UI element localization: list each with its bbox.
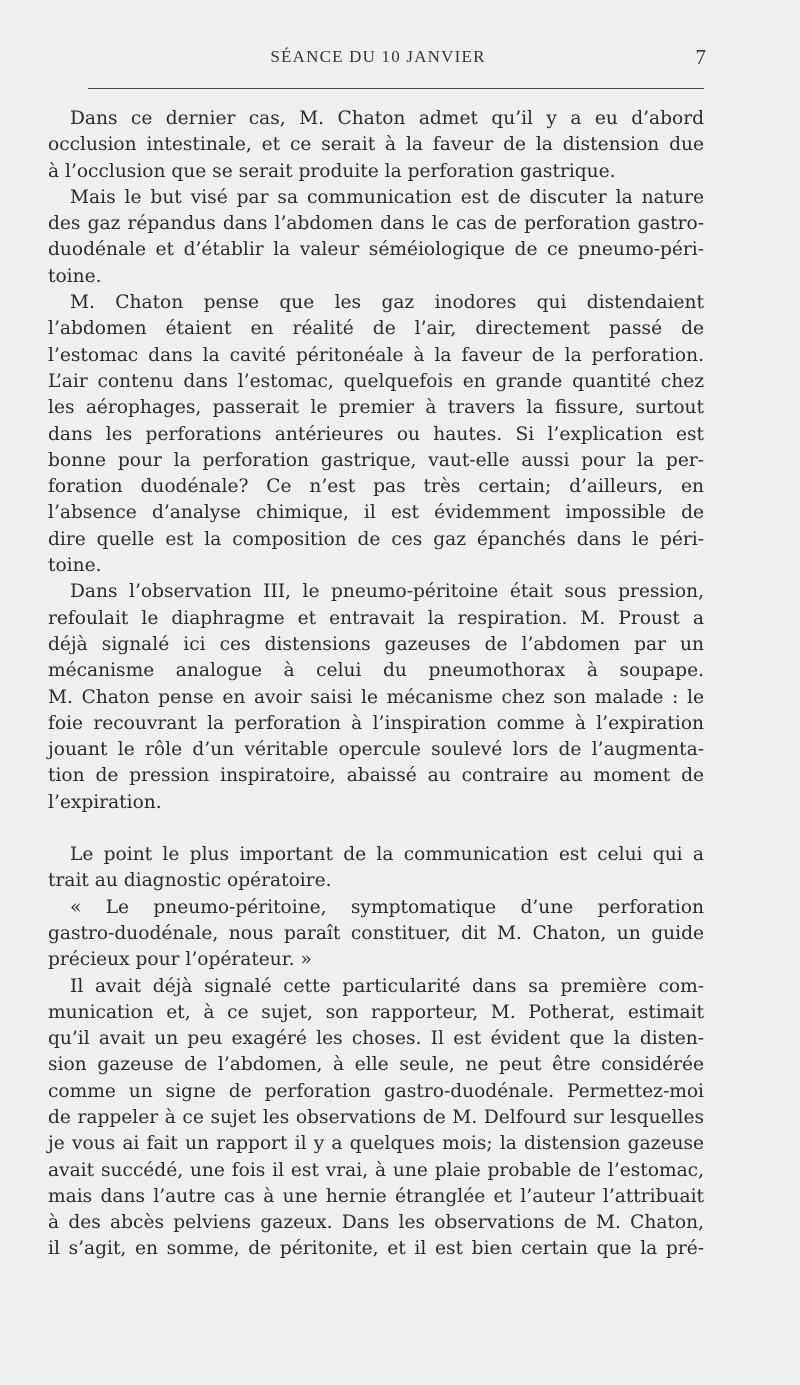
body-text — [48, 106, 704, 1263]
text-line: dire quelle est la composition de ces gaz épanchés dans le péri- — [48, 528, 704, 550]
text-line: l’abdomen étaient en réalité de l’air, directement passé de — [48, 318, 704, 340]
text-line: sion gazeuse de l’abdomen, à elle seule, ne peut être considérée — [48, 1054, 704, 1076]
text-line: M. Chaton pense que les gaz inodores qui distendaient — [70, 292, 704, 314]
text-line: mais dans l’autre cas à une hernie étranglée et l’auteur l’attribuait — [48, 1185, 704, 1207]
text-line: mécanisme analogue à celui du pneumothorax à soupape. — [48, 660, 704, 682]
text-line: avait succédé, une fois il est vrai, à une plaie probable de l’estomac, — [48, 1159, 704, 1181]
text-line: « Le pneumo-péritoine, symptomatique d’une perforation — [70, 896, 704, 918]
text-line: de rappeler à ce sujet les observations de M. Delfourd sur lesquelles — [48, 1106, 704, 1128]
text-line: Le point le plus important de la communication est celui qui a — [70, 844, 704, 866]
text-line: l’estomac dans la cavité péritonéale à la faveur de la perforation. — [48, 344, 704, 366]
text-line: tion de pression inspiratoire, abaissé au contraire au moment de — [48, 765, 704, 787]
text-line: bonne pour la perforation gastrique, vaut-elle aussi pour la per- — [48, 449, 704, 471]
text-line: toine. — [48, 265, 102, 287]
text-line: occlusion intestinale, et ce serait à la faveur de la distension due — [48, 134, 704, 156]
text-line: l’expiration. — [48, 791, 162, 813]
text-line: l’absence d’analyse chimique, il est évidemment impossible de — [48, 502, 704, 524]
text-line: dans les perforations antérieures ou hautes. Si l’explication est — [48, 423, 704, 445]
text-line: je vous ai fait un rapport il y a quelques mois; la distension gazeuse — [48, 1133, 704, 1155]
header-rule — [88, 88, 704, 89]
text-line: Dans l’observation III, le pneumo-péritoine était sous pression, — [70, 581, 704, 603]
text-line: déjà signalé ici ces distensions gazeuses de l’abdomen par un — [48, 633, 704, 655]
page-number: 7 — [695, 45, 706, 69]
text-line: qu’il avait un peu exagéré les choses. Il est évident que la disten- — [48, 1028, 704, 1050]
text-line: comme un signe de perforation gastro-duodénale. Permettez-moi — [48, 1080, 704, 1102]
text-line: foie recouvrant la perforation à l’inspiration comme à l’expiration — [48, 712, 704, 734]
text-line: précieux pour l’opérateur. » — [48, 949, 312, 971]
running-title: SÉANCE DU 10 JANVIER — [270, 47, 486, 66]
text-line: trait au diagnostic opératoire. — [48, 870, 332, 892]
text-line: des gaz répandus dans l’abdomen dans le cas de perforation gastro- — [48, 213, 704, 235]
text-line: les aérophages, passerait le premier à travers la fissure, surtout — [48, 397, 704, 419]
text-line: à des abcès pelviens gazeux. Dans les observations de M. Chaton, — [48, 1212, 704, 1234]
text-line: jouant le rôle d’un véritable opercule soulevé lors de l’augmenta- — [48, 739, 704, 761]
text-line: à l’occlusion que se serait produite la perforation gastrique. — [48, 160, 616, 182]
running-head — [48, 47, 708, 71]
text-line: L’air contenu dans l’estomac, quelquefois en grande quantité chez — [48, 370, 704, 392]
text-line: M. Chaton pense en avoir saisi le mécanisme chez son malade : le — [48, 686, 704, 708]
text-line: Dans ce dernier cas, M. Chaton admet qu’il y a eu d’abord — [70, 108, 704, 129]
section-gap — [48, 816, 704, 842]
text-line: toine. — [48, 555, 102, 577]
text-line: foration duodénale? Ce n’est pas très certain; d’ailleurs, en — [48, 476, 704, 498]
text-line: gastro-duodénale, nous paraît constituer, dit M. Chaton, un guide — [48, 922, 704, 944]
text-line: Mais le but visé par sa communication est de discuter la nature — [70, 186, 704, 208]
text-line: refoulait le diaphragme et entravait la respiration. M. Proust a — [48, 607, 704, 629]
text-line: munication et, à ce sujet, son rapporteur, M. Potherat, estimait — [48, 1001, 704, 1023]
text-line: duodénale et d’établir la valeur séméiologique de ce pneumo-péri- — [48, 239, 704, 261]
text-line: Il avait déjà signalé cette particularité dans sa première com- — [70, 975, 704, 997]
text-line: il s’agit, en somme, de péritonite, et il est bien certain que la pré- — [48, 1238, 704, 1260]
